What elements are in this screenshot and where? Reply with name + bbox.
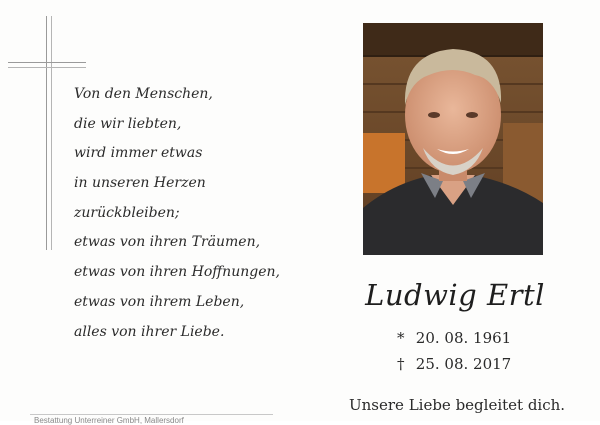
poem-line: die wir liebten,	[74, 115, 182, 132]
birth-date: 20. 08. 1961	[415, 329, 512, 347]
birth-star-icon: *	[397, 329, 405, 347]
death-date: 25. 08. 2017	[415, 355, 512, 373]
memorial-poem	[74, 80, 280, 347]
poem-line: etwas von ihren Träumen,	[74, 234, 261, 251]
deceased-name: Ludwig Ertl	[365, 278, 545, 312]
poem-line: Von den Menschen,	[74, 86, 213, 102]
death-cross-icon: †	[397, 355, 405, 373]
death-date-line	[397, 355, 511, 373]
poem-line: etwas von ihren Hoffnungen,	[74, 264, 280, 281]
poem-line: zurückbleiben;	[74, 204, 180, 221]
footer-text: Bestattung Unterreiner GmbH, Mallersdorf	[34, 416, 184, 425]
poem-line: alles von ihrer Liebe.	[74, 323, 225, 340]
footer-divider	[30, 414, 273, 415]
poem-line: in unseren Herzen	[74, 175, 206, 192]
birth-date-line	[397, 329, 511, 347]
poem-line: wird immer etwas	[74, 145, 203, 162]
portrait-photo	[363, 23, 543, 255]
poem-line: etwas von ihrem Leben,	[74, 293, 245, 310]
memorial-motto: Unsere Liebe begleitet dich.	[349, 396, 566, 414]
